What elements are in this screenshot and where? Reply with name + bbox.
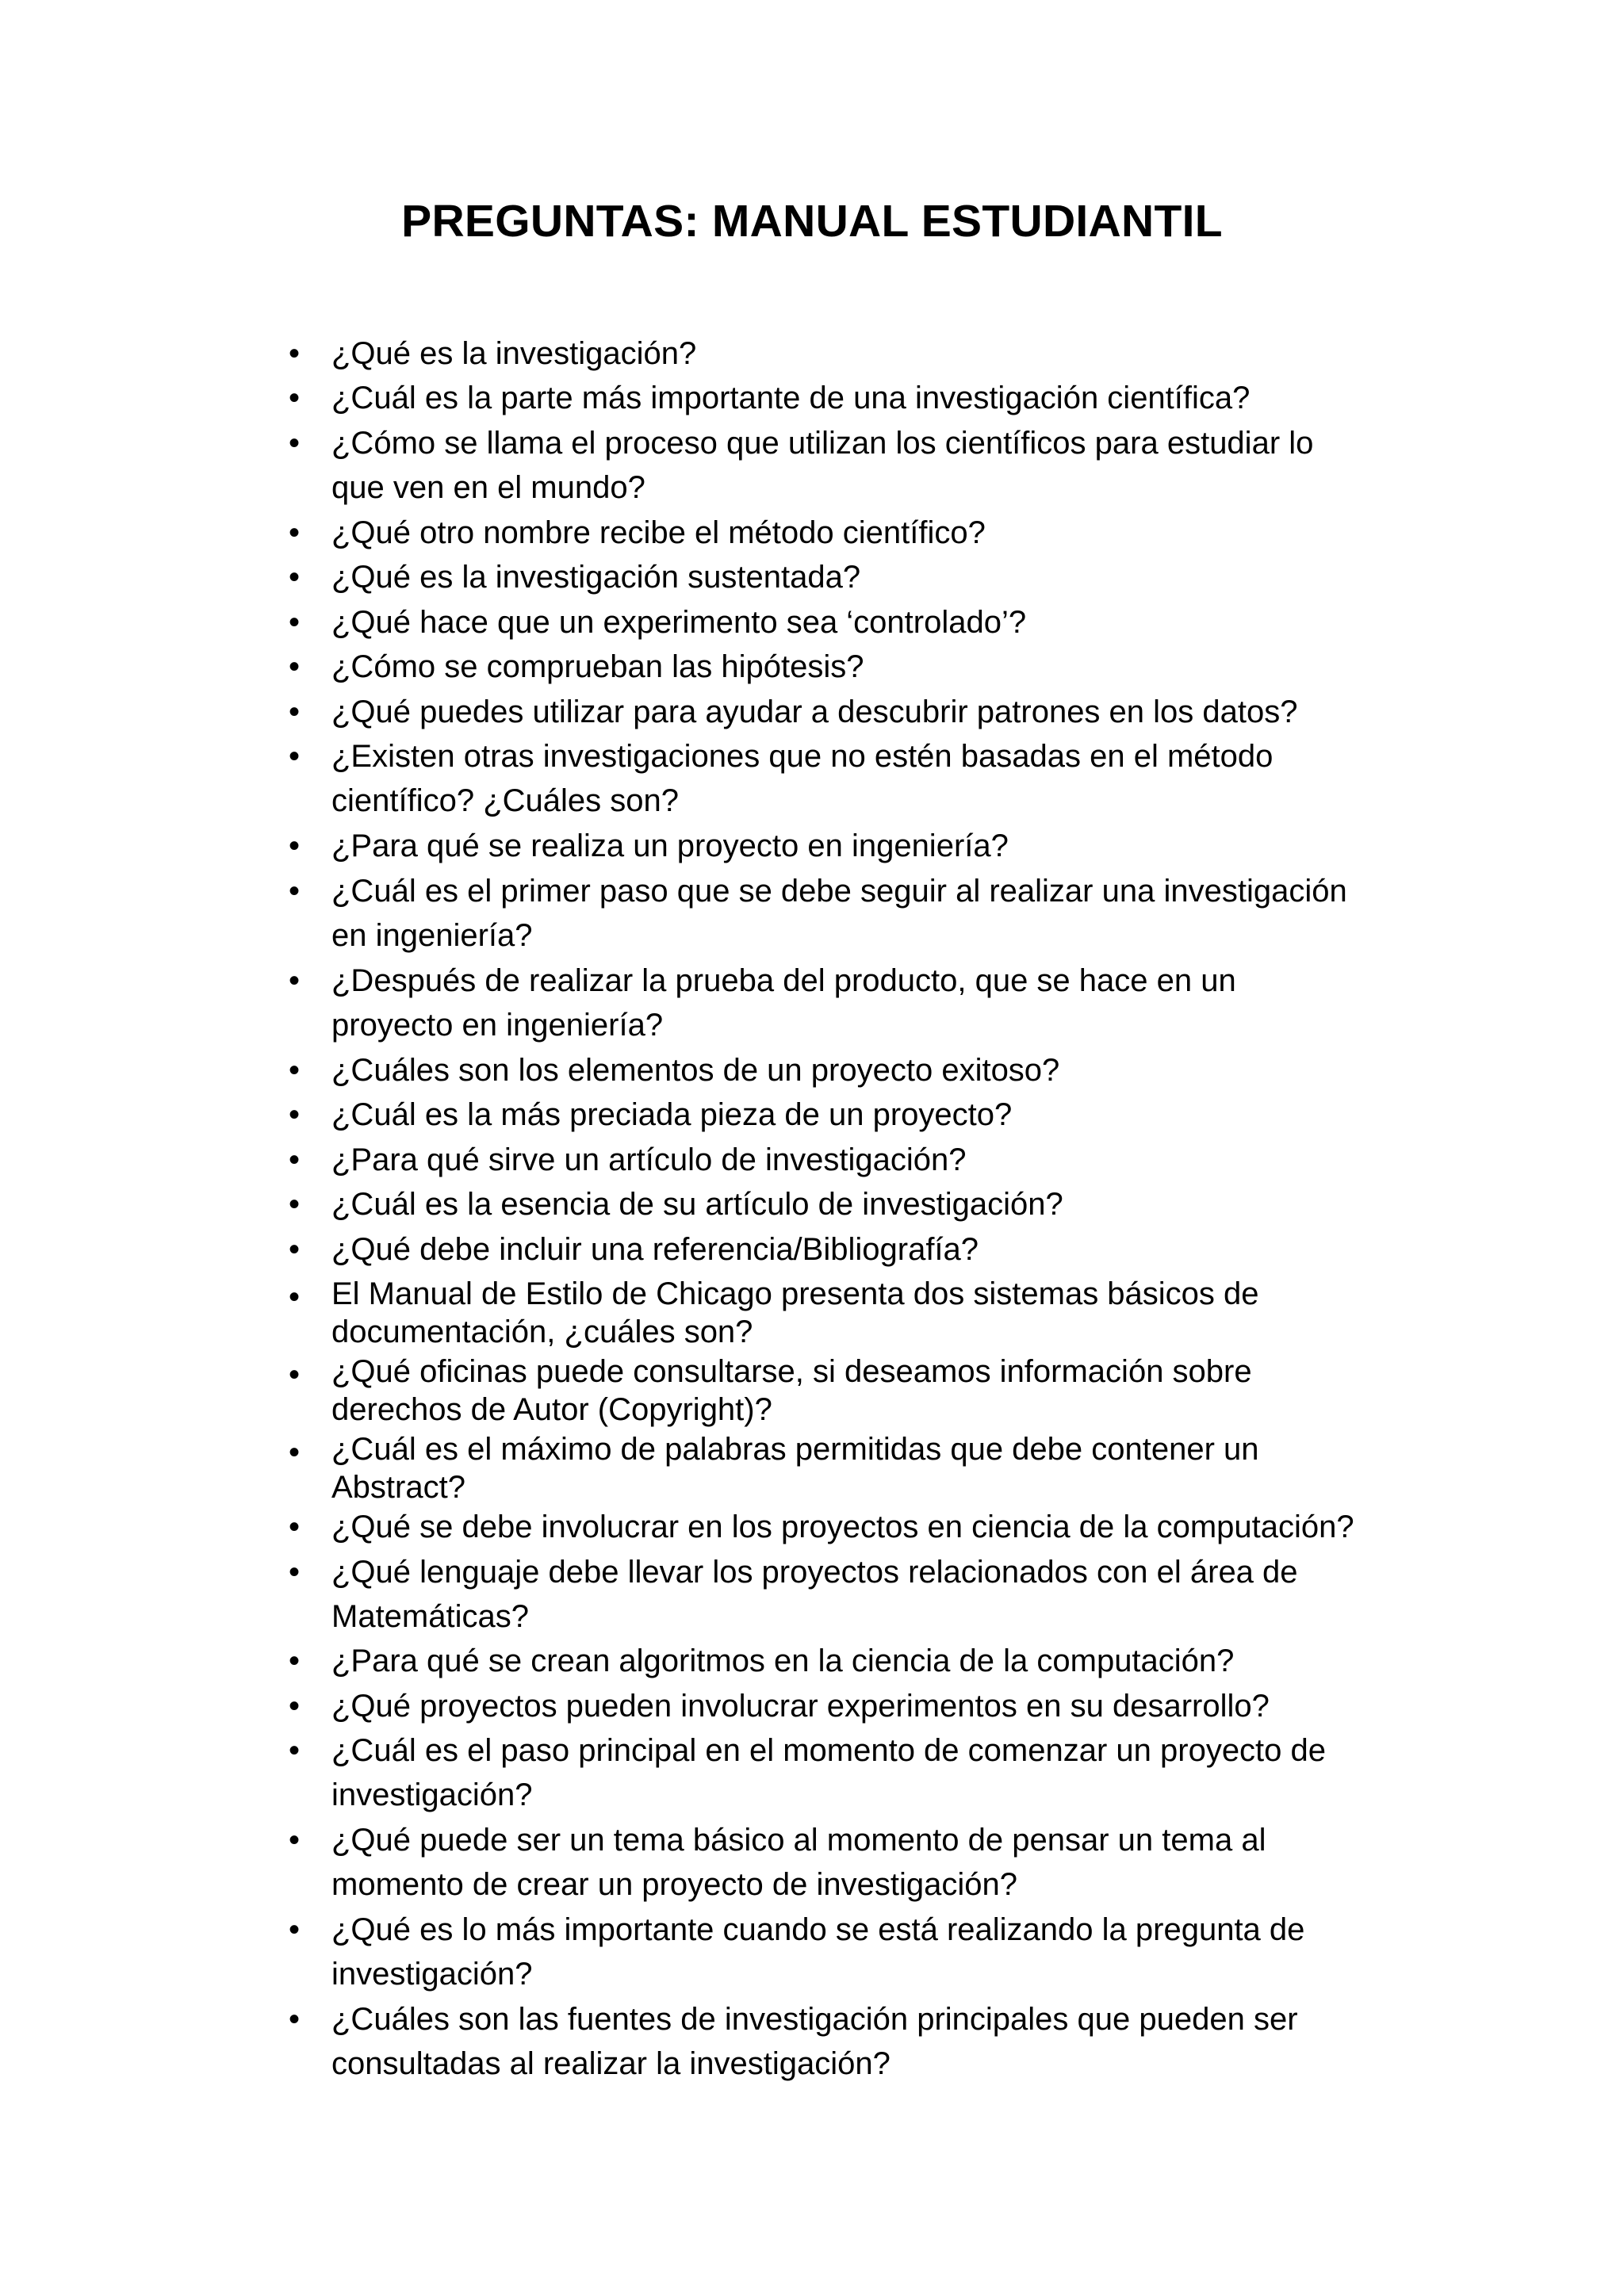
bullet-icon: • — [289, 1823, 301, 1858]
list-item — [289, 959, 1410, 1047]
question-text: ¿Para qué se realiza un proyecto en ingeniería? — [331, 828, 1009, 863]
question-text: ¿Cuál es el máximo de palabras permitidas que debe contener un Abstract? — [331, 1432, 1259, 1505]
question-text: ¿Después de realizar la prueba del producto, que se hace en un proyecto en ingeniería? — [331, 963, 1236, 1043]
question-text: ¿Qué puede ser un tema básico al momento de pensar un tema al momento de crear un proyecto de investigación? — [331, 1823, 1266, 1902]
bullet-icon: • — [289, 605, 301, 640]
list-item — [289, 511, 1410, 555]
list-item — [289, 690, 1410, 734]
page-title: PREGUNTAS: MANUAL ESTUDIANTIL — [401, 196, 1223, 247]
question-text: ¿Qué es la investigación sustentada? — [331, 560, 861, 595]
list-item — [289, 1093, 1410, 1137]
question-text: ¿Para qué se crean algoritmos en la ciencia de la computación? — [331, 1644, 1235, 1678]
list-item — [289, 1227, 1410, 1272]
list-item — [289, 1182, 1410, 1226]
list-item — [289, 1908, 1410, 1996]
bullet-icon: • — [289, 963, 301, 998]
list-item — [289, 1275, 1410, 1351]
question-text: ¿Cuál es el primer paso que se debe seguir al realizar una investigación en ingeniería? — [331, 874, 1347, 953]
bullet-icon: • — [289, 1510, 301, 1544]
bullet-icon: • — [289, 1689, 301, 1724]
bullet-icon: • — [289, 1733, 301, 1768]
bullet-icon: • — [289, 1232, 301, 1267]
question-text: ¿Cuál es la esencia de su artículo de investigación? — [331, 1187, 1063, 1222]
bullet-icon: • — [289, 336, 301, 371]
list-item — [289, 421, 1410, 510]
question-text: El Manual de Estilo de Chicago presenta dos sistemas básicos de documentación, ¿cuáles son? — [331, 1276, 1259, 1349]
list-item — [289, 1818, 1410, 1907]
bullet-icon: • — [289, 1555, 301, 1590]
list-item — [289, 331, 1410, 376]
list-item — [289, 1353, 1410, 1429]
list-item — [289, 645, 1410, 689]
list-item — [289, 734, 1410, 823]
bullet-icon: • — [289, 874, 301, 909]
question-text: ¿Qué proyectos pueden involucrar experimentos en su desarrollo? — [331, 1689, 1270, 1724]
bullet-icon: • — [289, 381, 301, 415]
list-item — [289, 869, 1410, 958]
bullet-icon: • — [289, 426, 301, 461]
question-text: ¿Cuáles son los elementos de un proyecto exitoso? — [331, 1053, 1060, 1088]
bullet-icon: • — [289, 1280, 301, 1314]
list-item — [289, 1430, 1410, 1506]
list-item — [289, 1550, 1410, 1639]
list-item — [289, 1997, 1410, 2086]
question-text: ¿Qué es la investigación? — [331, 336, 697, 371]
bullet-icon: • — [289, 2002, 301, 2037]
list-item — [289, 1138, 1410, 1182]
bullet-icon: • — [289, 1435, 301, 1470]
bullet-icon: • — [289, 739, 301, 774]
list-item — [289, 1505, 1410, 1549]
bullet-icon: • — [289, 1142, 301, 1177]
list-item — [289, 1684, 1410, 1728]
list-item — [289, 376, 1410, 420]
bullet-icon: • — [289, 560, 301, 595]
question-text: ¿Qué otro nombre recibe el método científico? — [331, 515, 986, 550]
question-text: ¿Existen otras investigaciones que no estén basadas en el método científico? ¿Cuáles son? — [331, 739, 1274, 818]
question-text: ¿Cuál es la parte más importante de una investigación científica? — [331, 381, 1251, 415]
question-text: ¿Cómo se llama el proceso que utilizan los científicos para estudiar lo que ven en el mundo? — [331, 426, 1314, 505]
question-text: ¿Qué lenguaje debe llevar los proyectos relacionados con el área de Matemáticas? — [331, 1555, 1298, 1634]
bullet-icon: • — [289, 695, 301, 729]
question-text: ¿Qué oficinas puede consultarse, si deseamos información sobre derechos de Autor (Copyright)? — [331, 1354, 1252, 1427]
list-item — [289, 824, 1410, 868]
bullet-icon: • — [289, 828, 301, 863]
question-text: ¿Qué puedes utilizar para ayudar a descubrir patrones en los datos? — [331, 695, 1298, 729]
bullet-icon: • — [289, 1187, 301, 1222]
bullet-icon: • — [289, 1912, 301, 1947]
question-text: ¿Para qué sirve un artículo de investigación? — [331, 1142, 967, 1177]
bullet-icon: • — [289, 1644, 301, 1678]
list-item — [289, 1728, 1410, 1817]
list-item — [289, 600, 1410, 645]
question-text: ¿Cuál es la más preciada pieza de un proyecto? — [331, 1097, 1013, 1132]
list-item — [289, 555, 1410, 599]
bullet-icon: • — [289, 649, 301, 684]
question-text: ¿Qué debe incluir una referencia/Bibliografía? — [331, 1232, 979, 1267]
bullet-icon: • — [289, 515, 301, 550]
bullet-icon: • — [289, 1053, 301, 1088]
list-item — [289, 1048, 1410, 1093]
bullet-icon: • — [289, 1357, 301, 1392]
question-text: ¿Qué se debe involucrar en los proyectos en ciencia de la computación? — [331, 1510, 1354, 1544]
question-text: ¿Cuál es el paso principal en el momento de comenzar un proyecto de investigación? — [331, 1733, 1327, 1812]
list-item — [289, 1639, 1410, 1683]
bullet-icon: • — [289, 1097, 301, 1132]
question-text: ¿Cómo se comprueban las hipótesis? — [331, 649, 864, 684]
question-text: ¿Qué hace que un experimento sea ‘controlado’? — [331, 605, 1027, 640]
question-text: ¿Cuáles son las fuentes de investigación principales que pueden ser consultadas al realizar la investigación? — [331, 2002, 1298, 2081]
question-text: ¿Qué es lo más importante cuando se está realizando la pregunta de investigación? — [331, 1912, 1305, 1992]
